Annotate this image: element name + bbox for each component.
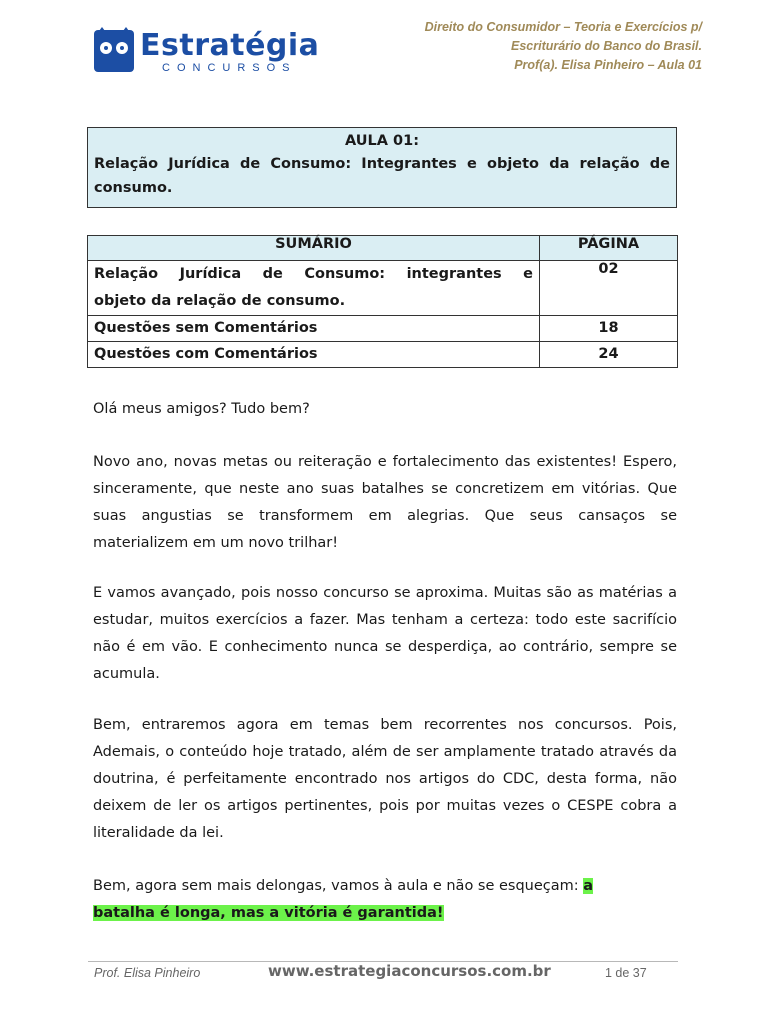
lesson-number: AULA 01: [344,133,420,149]
page-column-header: PÁGINA [540,236,678,261]
table-cell-page: 24 [540,342,678,368]
estrategia-logo [94,30,319,74]
closing-highlight-line2: batalha é longa, mas a vitória é garantida! [93,905,444,921]
header-line-role: Escriturário do Banco do Brasil. [510,39,702,53]
row-title-line1: Relação Jurídica de Consumo: integrantes e [94,266,533,282]
lesson-title-box [87,127,677,208]
paragraph-closing [93,873,677,927]
footer-website-link[interactable]: www.estrategiaconcursos.com.br [268,962,551,980]
footer-page-number: 1 de 37 [605,966,647,980]
document-header [425,18,702,75]
header-line-teacher: Prof(a). Elisa Pinheiro – Aula 01 [514,58,702,72]
summary-column-header: SUMÁRIO [88,236,540,261]
paragraph-advance: E vamos avançado, pois nosso concurso se aproxima. Muitas são as matérias a estudar, muitos exercícios a fazer. Mas tenham a certeza: todo este sacrifício não é em vão. E conhecimento nunca se desperdiça, ao contrário, sempre se acumula. [93,585,677,682]
summary-table [87,235,678,368]
footer-author: Prof. Elisa Pinheiro [94,966,201,980]
paragraph-greeting: Olá meus amigos? Tudo bem? [93,401,310,417]
summary-table-header [88,236,678,261]
table-cell-page: 02 [540,261,678,316]
table-row [88,316,678,342]
table-cell-title [88,261,540,316]
closing-highlight: a [583,878,594,894]
table-row [88,342,678,368]
lesson-title-line2: consumo. [94,180,173,196]
table-row [88,261,678,316]
table-cell-page: 18 [540,316,678,342]
paragraph-new-year: Novo ano, novas metas ou reiteração e fortalecimento das existentes! Espero, sinceramente, que neste ano suas batalhes se concretizem em vitórias. Que suas angustias se transformem em alegrias. Que seus cansaços se materializem em um novo trilhar! [93,454,677,551]
lesson-title-line1: Relação Jurídica de Consumo: Integrantes e objeto da relação de [94,156,670,172]
table-cell-title: Questões sem Comentários [88,316,540,342]
closing-text: Bem, agora sem mais delongas, vamos à aula e não se esqueçam: [93,878,584,894]
header-line-course: Direito do Consumidor – Teoria e Exercícios p/ [424,20,702,34]
owl-logo-icon [94,30,134,72]
brand-text [140,30,319,74]
brand-subtitle: CONCURSOS [162,62,297,74]
table-cell-title: Questões com Comentários [88,342,540,368]
brand-name: Estratégia [140,28,320,63]
paragraph-topics: Bem, entraremos agora em temas bem recorrentes nos concursos. Pois, Ademais, o conteúdo hoje tratado, além de ser amplamente tratado através da doutrina, é perfeitamente encontrado nos artigos do CDC, desta forma, não deixem de ler os artigos pertinentes, pois por muitas vezes o CESPE cobra a literalidade da lei. [93,717,677,841]
row-title-line2: objeto da relação de consumo. [94,293,346,309]
